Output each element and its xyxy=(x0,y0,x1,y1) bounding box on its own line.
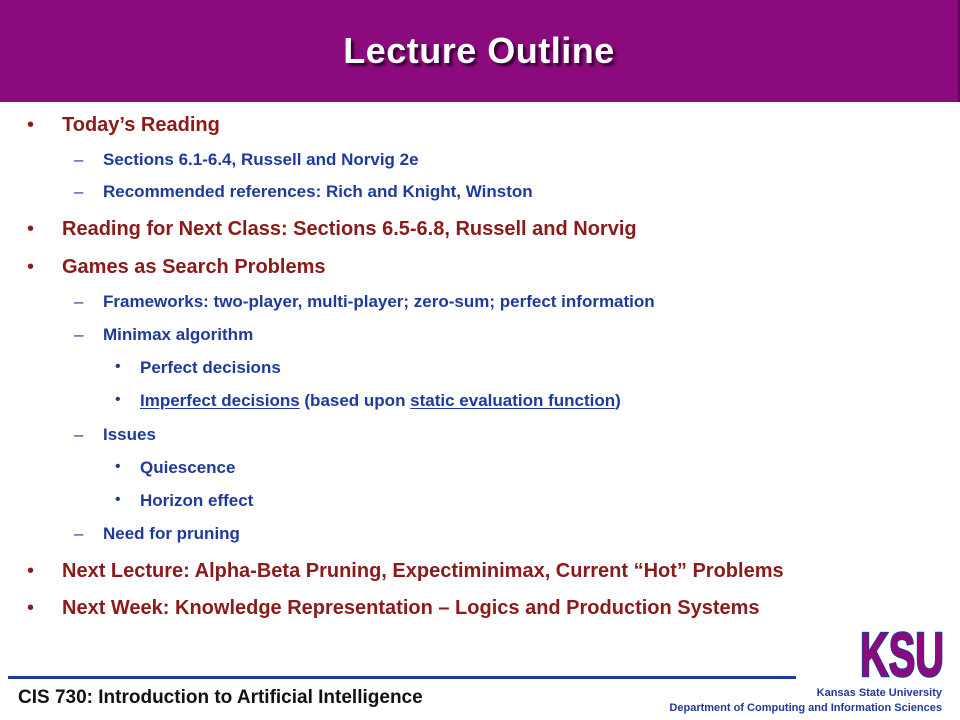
bullet-dot: • xyxy=(115,391,121,408)
bullet-dash: – xyxy=(74,425,84,444)
outline-subitem-issues: Issues xyxy=(103,425,156,444)
bullet-dot: • xyxy=(115,491,121,508)
outline-subsubitem-horizon: Horizon effect xyxy=(140,491,254,510)
imperfect-mid-text: (based upon xyxy=(299,391,411,410)
slide-title: Lecture Outline xyxy=(343,30,615,71)
outline-subitem-recommended: Recommended references: Rich and Knight, Winston xyxy=(103,182,533,201)
bullet-dash: – xyxy=(74,524,84,543)
bullet-dash: – xyxy=(74,150,84,169)
bullet-dot: • xyxy=(27,114,35,136)
footer-divider xyxy=(8,676,796,679)
outline-item-games: Games as Search Problems xyxy=(62,256,326,278)
outline-subitem-frameworks: Frameworks: two-player, multi-player; zero-sum; perfect information xyxy=(103,292,655,311)
outline-item-todays-reading: Today’s Reading xyxy=(62,114,220,136)
link-static-evaluation-function[interactable]: static evaluation function xyxy=(410,391,616,410)
footer-course-title: CIS 730: Introduction to Artificial Intelligence xyxy=(18,687,423,708)
footer-university: Kansas State University xyxy=(816,687,942,699)
ksu-logo-text: KSU xyxy=(860,621,944,684)
imperfect-end-text: ) xyxy=(615,391,621,410)
outline-subitem-pruning: Need for pruning xyxy=(103,524,240,543)
ksu-logo xyxy=(858,618,946,684)
bullet-dash: – xyxy=(74,292,84,311)
outline-subitem-sections: Sections 6.1-6.4, Russell and Norvig 2e xyxy=(103,150,419,169)
bullet-dot: • xyxy=(27,597,35,619)
bullet-dot: • xyxy=(115,358,121,375)
bullet-dash: – xyxy=(74,182,84,201)
bullet-dot: • xyxy=(27,256,35,278)
footer-department: Department of Computing and Information Sciences xyxy=(669,702,942,714)
outline-subsubitem-quiescence: Quiescence xyxy=(140,458,236,477)
bullet-dot: • xyxy=(115,458,121,475)
bullet-dash: – xyxy=(74,325,84,344)
link-imperfect-decisions[interactable]: Imperfect decisions xyxy=(140,391,300,410)
outline-item-next-week: Next Week: Knowledge Representation – Logics and Production Systems xyxy=(62,597,760,619)
outline-item-next-class: Reading for Next Class: Sections 6.5-6.8, Russell and Norvig xyxy=(62,218,637,240)
outline-item-next-lecture: Next Lecture: Alpha-Beta Pruning, Expectiminimax, Current “Hot” Problems xyxy=(62,560,784,582)
outline-subsubitem-imperfect xyxy=(140,391,621,411)
outline-subitem-minimax: Minimax algorithm xyxy=(103,325,254,344)
bullet-dot: • xyxy=(27,218,35,240)
bullet-dot: • xyxy=(27,560,35,582)
outline-subsubitem-perfect: Perfect decisions xyxy=(140,358,281,377)
